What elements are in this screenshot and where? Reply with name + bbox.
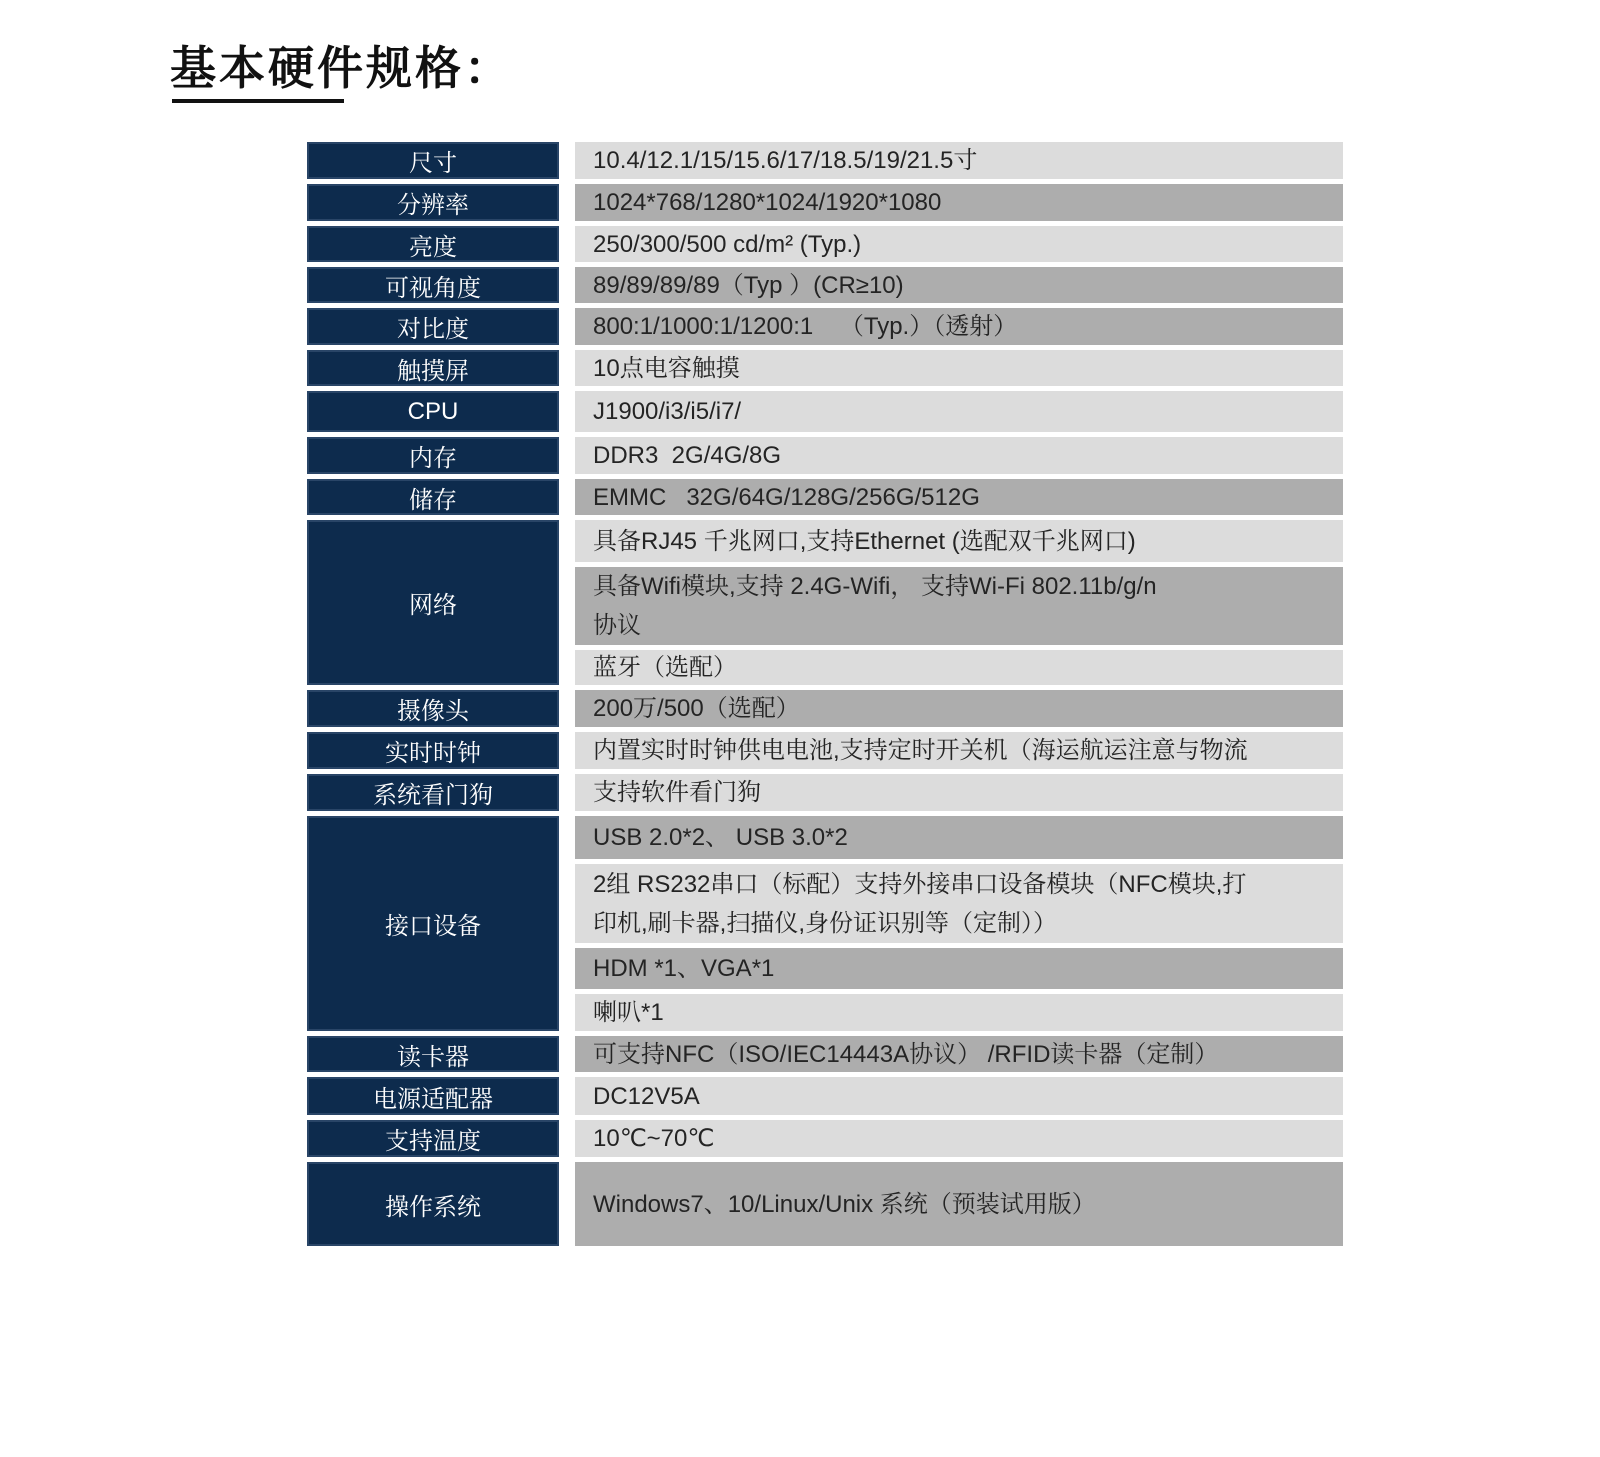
spec-value-line: 内置实时时钟供电电池,支持定时开关机（海运航运注意与物流 bbox=[593, 737, 1248, 764]
spec-value-line: 250/300/500 cd/m² (Typ.) bbox=[593, 230, 862, 258]
spec-value-line: 1024*768/1280*1024/1920*1080 bbox=[593, 189, 942, 216]
spec-row bbox=[307, 690, 1343, 727]
spec-label: 储存 bbox=[307, 479, 559, 515]
spec-value-stack bbox=[575, 816, 1343, 1031]
spec-row bbox=[307, 732, 1343, 769]
spec-value-stack bbox=[575, 184, 1343, 221]
spec-label: 可视角度 bbox=[307, 267, 559, 303]
spec-value-stack bbox=[575, 391, 1343, 432]
spec-value-stack bbox=[575, 226, 1343, 262]
title-underline bbox=[172, 99, 344, 103]
spec-table bbox=[307, 142, 1343, 1246]
spec-value-line: J1900/i3/i5/i7/ bbox=[593, 398, 742, 425]
spec-value-cell bbox=[575, 391, 1343, 432]
spec-value-cell bbox=[575, 816, 1343, 859]
spec-value-line: 可支持NFC（ISO/IEC14443A协议） /RFID读卡器（定制） bbox=[593, 1040, 1219, 1068]
spec-value-cell bbox=[575, 267, 1343, 303]
spec-label: 尺寸 bbox=[307, 142, 559, 179]
spec-value-line: EMMC 32G/64G/128G/256G/512G bbox=[593, 483, 980, 511]
spec-value-cell bbox=[575, 994, 1343, 1031]
spec-value-stack bbox=[575, 437, 1343, 474]
spec-label: 实时时钟 bbox=[307, 732, 559, 769]
spec-value-stack bbox=[575, 308, 1343, 345]
spec-label: 电源适配器 bbox=[307, 1077, 559, 1115]
spec-value-cell bbox=[575, 1036, 1343, 1072]
spec-label: 操作系统 bbox=[307, 1162, 559, 1246]
spec-value-line: USB 2.0*2、 USB 3.0*2 bbox=[593, 824, 848, 851]
spec-value-line: 具备Wifi模块,支持 2.4G-Wifi， 支持Wi-Fi 802.11b/g/n bbox=[593, 573, 1157, 600]
spec-label: 内存 bbox=[307, 437, 559, 474]
spec-value-line: 协议 bbox=[593, 612, 641, 639]
spec-value-stack bbox=[575, 1162, 1343, 1246]
spec-value-stack bbox=[575, 479, 1343, 515]
spec-value-line: 喇叭*1 bbox=[593, 999, 664, 1026]
spec-value-stack bbox=[575, 1077, 1343, 1115]
spec-value-stack bbox=[575, 690, 1343, 727]
spec-value-cell bbox=[575, 690, 1343, 727]
spec-row bbox=[307, 437, 1343, 474]
spec-row bbox=[307, 774, 1343, 811]
spec-row bbox=[307, 1120, 1343, 1157]
spec-value-cell bbox=[575, 732, 1343, 769]
spec-value-line: 89/89/89/89（Typ ）(CR≥10) bbox=[593, 271, 904, 299]
spec-value-stack bbox=[575, 267, 1343, 303]
spec-label: 分辨率 bbox=[307, 184, 559, 221]
spec-row bbox=[307, 816, 1343, 1031]
spec-label: 接口设备 bbox=[307, 816, 559, 1031]
page-title: 基本硬件规格： bbox=[170, 42, 513, 94]
spec-value-cell bbox=[575, 567, 1343, 645]
spec-value-stack bbox=[575, 774, 1343, 811]
spec-value-line: 10℃~70℃ bbox=[593, 1125, 715, 1152]
spec-value-line: 支持软件看门狗 bbox=[593, 779, 761, 806]
spec-row bbox=[307, 267, 1343, 303]
spec-value-stack bbox=[575, 732, 1343, 769]
spec-label: 对比度 bbox=[307, 308, 559, 345]
spec-row bbox=[307, 1077, 1343, 1115]
spec-value-line: 10.4/12.1/15/15.6/17/18.5/19/21.5寸 bbox=[593, 147, 978, 174]
spec-value-line: DC12V5A bbox=[593, 1082, 700, 1110]
spec-row bbox=[307, 226, 1343, 262]
spec-value-cell bbox=[575, 948, 1343, 989]
spec-value-cell bbox=[575, 650, 1343, 685]
spec-row bbox=[307, 142, 1343, 179]
spec-value-stack bbox=[575, 350, 1343, 386]
spec-value-cell bbox=[575, 1162, 1343, 1246]
spec-value-line: 800:1/1000:1/1200:1 （Typ.）（透射） bbox=[593, 313, 1018, 340]
spec-value-line: 200万/500（选配） bbox=[593, 695, 800, 722]
spec-value-cell bbox=[575, 520, 1343, 562]
spec-value-cell bbox=[575, 142, 1343, 179]
spec-value-stack bbox=[575, 520, 1343, 685]
spec-label: 系统看门狗 bbox=[307, 774, 559, 811]
spec-label: 摄像头 bbox=[307, 690, 559, 727]
spec-value-line: 印机,刷卡器,扫描仪,身份证识别等（定制）） bbox=[593, 909, 1058, 937]
spec-value-stack bbox=[575, 142, 1343, 179]
spec-value-cell bbox=[575, 1077, 1343, 1115]
spec-value-line: 蓝牙（选配） bbox=[593, 654, 737, 681]
spec-row bbox=[307, 308, 1343, 345]
spec-row bbox=[307, 391, 1343, 432]
spec-row bbox=[307, 479, 1343, 515]
spec-row bbox=[307, 1162, 1343, 1246]
spec-value-line: HDM *1、VGA*1 bbox=[593, 955, 775, 982]
spec-value-line: 10点电容触摸 bbox=[593, 354, 740, 382]
spec-value-cell bbox=[575, 1120, 1343, 1157]
spec-label: 网络 bbox=[307, 520, 559, 685]
spec-label: CPU bbox=[307, 391, 559, 432]
spec-label: 亮度 bbox=[307, 226, 559, 262]
spec-value-cell bbox=[575, 774, 1343, 811]
spec-value-line: 具备RJ45 千兆网口,支持Ethernet (选配双千兆网口) bbox=[593, 527, 1136, 555]
spec-value-line: DDR3 2G/4G/8G bbox=[593, 442, 782, 469]
spec-row bbox=[307, 1036, 1343, 1072]
spec-value-cell bbox=[575, 184, 1343, 221]
spec-value-line: Windows7、10/Linux/Unix 系统（预装试用版） bbox=[593, 1190, 1096, 1218]
spec-value-cell bbox=[575, 350, 1343, 386]
spec-value-stack bbox=[575, 1036, 1343, 1072]
spec-label: 读卡器 bbox=[307, 1036, 559, 1072]
spec-value-stack bbox=[575, 1120, 1343, 1157]
spec-value-cell bbox=[575, 479, 1343, 515]
spec-label: 触摸屏 bbox=[307, 350, 559, 386]
spec-value-line: 2组 RS232串口（标配）支持外接串口设备模块（NFC模块,打 bbox=[593, 870, 1247, 898]
spec-row bbox=[307, 184, 1343, 221]
spec-value-cell bbox=[575, 226, 1343, 262]
spec-value-cell bbox=[575, 308, 1343, 345]
spec-row bbox=[307, 520, 1343, 685]
spec-value-cell bbox=[575, 864, 1343, 943]
spec-row bbox=[307, 350, 1343, 386]
spec-value-cell bbox=[575, 437, 1343, 474]
spec-label: 支持温度 bbox=[307, 1120, 559, 1157]
